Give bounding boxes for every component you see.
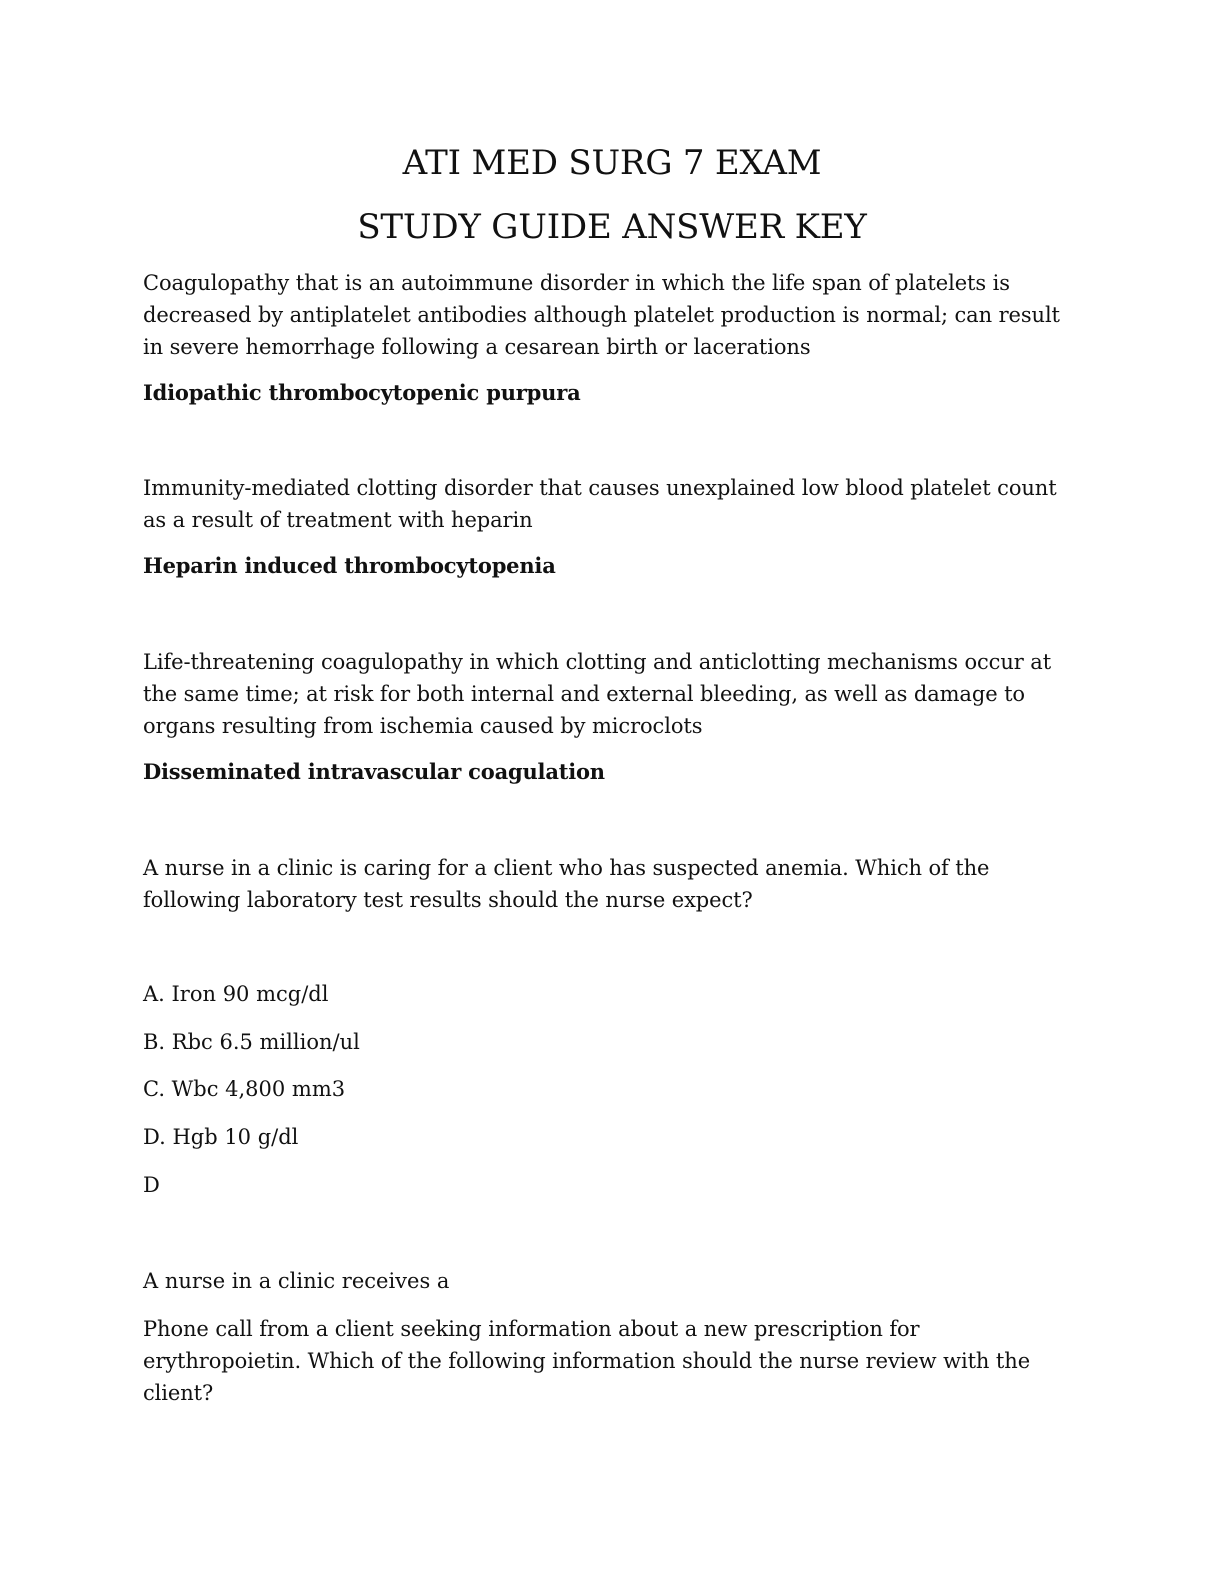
question-3-text: Life-threatening coagulopathy in which clotting and anticlotting mechanisms occur at the same time; at risk for both internal and external bleeding, as well as damage to organs resulting from ischemia caused by microclots [143, 650, 1052, 738]
mcq-option-a: A. Iron 90 mcg/dl [143, 982, 329, 1006]
document-title-line-2: STUDY GUIDE ANSWER KEY [357, 207, 867, 247]
question-2-text: Immunity-mediated clotting disorder that causes unexplained low blood platelet count as a result of treatment with heparin [143, 476, 1057, 532]
document-title-line-1: ATI MED SURG 7 EXAM [402, 143, 822, 183]
mcq-option-d: D. Hgb 10 g/dl [143, 1125, 299, 1149]
mcq-option-c: C. Wbc 4,800 mm3 [143, 1077, 346, 1101]
answer-1-text: Idiopathic thrombocytopenic purpura [143, 380, 581, 405]
question-1-text: Coagulopathy that is an autoimmune disorder in which the life span of platelets is decreased by antiplatelet antibodies although platelet production is normal; can result in severe hemorrhage following a cesarean birth or lacerations [143, 271, 1060, 359]
mcq-option-b: B. Rbc 6.5 million/ul [143, 1030, 360, 1054]
next-question-body: Phone call from a client seeking information about a new prescription for erythropoietin. Which of the following information should the nurse review with the client? [143, 1317, 1031, 1405]
answer-2-text: Heparin induced thrombocytopenia [143, 553, 556, 578]
next-question-line-1: A nurse in a clinic receives a [143, 1269, 450, 1293]
answer-3-text: Disseminated intravascular coagulation [143, 759, 605, 784]
mcq-question-text: A nurse in a clinic is caring for a client who has suspected anemia. Which of the following laboratory test results should the nurse expect? [143, 856, 990, 912]
mcq-answer: D [143, 1173, 160, 1197]
